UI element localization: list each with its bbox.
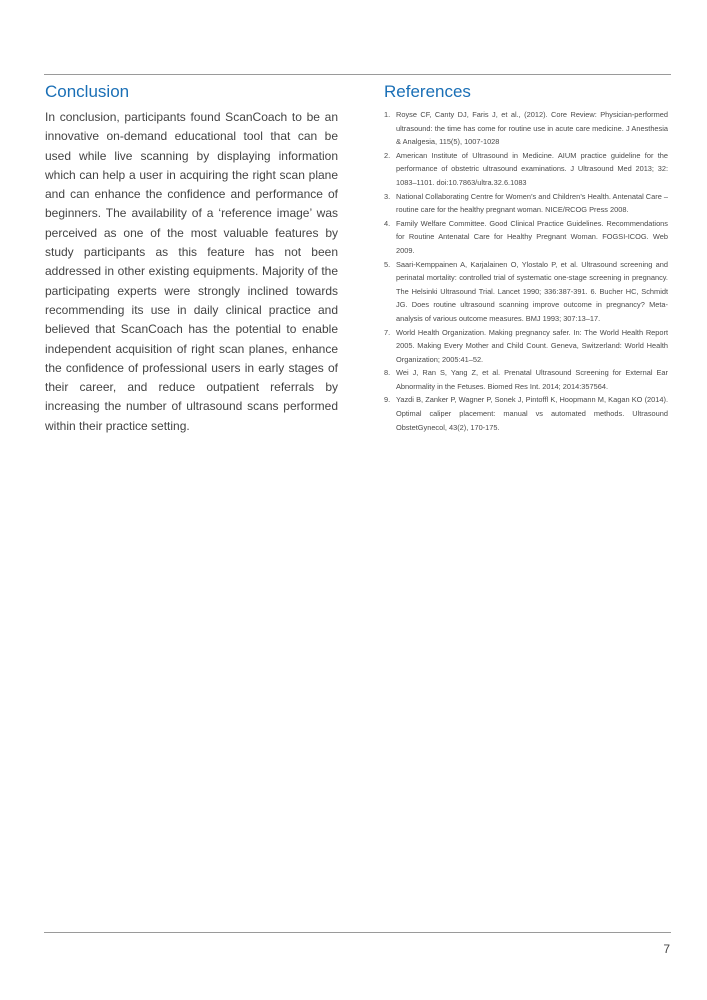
reference-text: Yazdi B, Zanker P, Wagner P, Sonek J, Pintoffl K, Hoopmann M, Kagan KO (2014). Optimal caliper placement: manual vs automated methods. Ultrasound ObstetGynecol, 43(2), 170-175. (396, 395, 668, 432)
conclusion-section (45, 82, 338, 436)
references-heading: References (384, 82, 471, 101)
reference-number: 2. (384, 150, 391, 160)
reference-item (384, 108, 668, 149)
reference-text: American Institute of Ultrasound in Medicine. AIUM practice guideline for the performance of obstetric ultrasound examinations. J Ultrasound Med 2013; 32: 1083–1101. doi:10.7863/ultra.32.6.1083 (396, 150, 668, 187)
top-divider (44, 74, 671, 75)
conclusion-body: In conclusion, participants found ScanCoach to be an innovative on-demand educational tool that can be used while live scanning by displaying information which can help a user in acquiring the right scan plane and can enhance the confidence and performance of beginners. The availability of a ‘reference image’ was perceived as one of the most valuable features by study participants as this feature has not been addressed in other existing equipments. Majority of the participating experts were strongly inclined towards recommending its use in daily clinical practice and believed that ScanCoach has the potential to enable independent acquisition of right scan planes, enhance the confidence of professional users in early stages of their career, and reduce outpatient referrals by increasing the number of ultrasound scans performed within their practice setting. (45, 110, 338, 433)
references-section (384, 82, 668, 434)
reference-item (384, 393, 668, 434)
reference-item (384, 149, 668, 190)
reference-text: World Health Organization. Making pregnancy safer. In: The World Health Report 2005. Making Every Mother and Child Count. Geneva, Switzerland: World Health Organization; 2005:41–52. (396, 327, 668, 364)
references-list (384, 108, 668, 434)
conclusion-heading: Conclusion (45, 82, 130, 101)
reference-item (384, 326, 668, 367)
page-number: 7 (663, 942, 670, 956)
reference-text: Royse CF, Canty DJ, Faris J, et al., (2012). Core Review: Physician-performed ultrasound: the time has come for routine use in acute care medicine. J Anesthesia & Analgesia, 115(5), 1007-1028 (396, 110, 668, 147)
reference-number: 9. (384, 395, 391, 405)
reference-item (384, 258, 668, 326)
reference-number: 3. (384, 191, 391, 201)
reference-number: 7. (384, 327, 391, 337)
reference-text: Wei J, Ran S, Yang Z, et al. Prenatal Ultrasound Screening for External Ear Abnormality in the Fetuses. Biomed Res Int. 2014; 2014:357564. (396, 368, 668, 391)
reference-number: 8. (384, 368, 391, 378)
bottom-divider (44, 932, 671, 933)
reference-number: 1. (384, 110, 391, 119)
reference-number: 4. (384, 218, 391, 228)
reference-number: 5. (384, 259, 391, 269)
reference-item (384, 366, 668, 393)
reference-text: Family Welfare Committee. Good Clinical Practice Guidelines. Recommendations for Routine Antenatal Care for Healthy Pregnant Woman. FOGSI-ICOG. Web 2009. (396, 218, 668, 255)
reference-text: Saari-Kemppainen A, Karjalainen O, Ylostalo P, et al. Ultrasound screening and perinatal mortality: controlled trial of systematic one-stage screening in pregnancy. The Helsinki Ultrasound Trial. Lancet 1990; 336:387-391. 6. Bucher HC, Schmidt JG. Does routine ultrasound scanning improve outcome in pregnancy? Meta-analysis of various outcome measures. BMJ 1993; 307:13–17. (396, 259, 668, 323)
reference-item (384, 217, 668, 258)
reference-item (384, 190, 668, 217)
reference-text: National Collaborating Centre for Women’s and Children’s Health. Antenatal Care – routine care for the healthy pregnant woman. NICE/RCOG Press 2008. (396, 191, 668, 215)
